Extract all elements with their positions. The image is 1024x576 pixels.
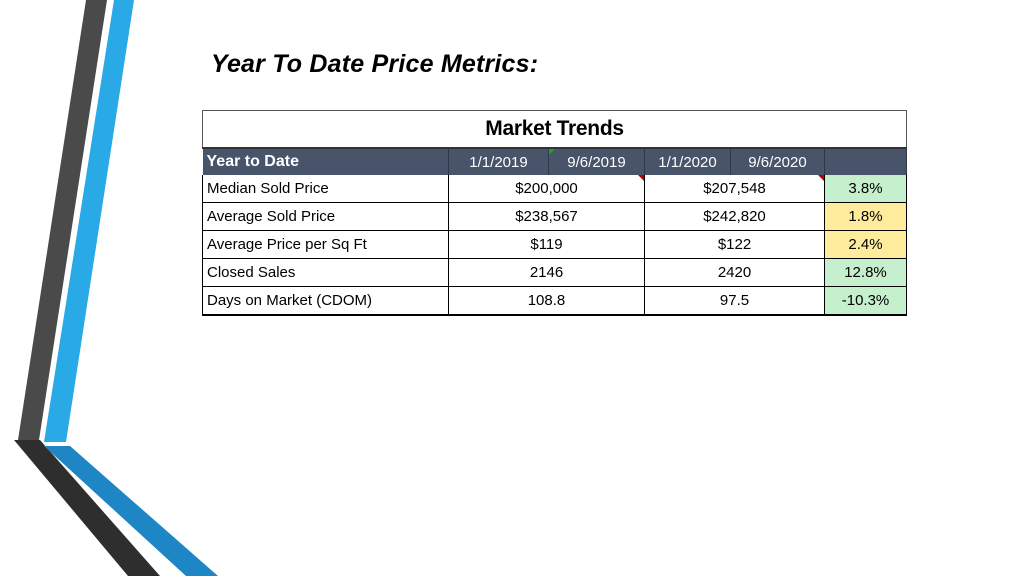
- value-2020: $122: [645, 231, 825, 259]
- slide-title: Year To Date Price Metrics:: [211, 50, 539, 78]
- value-2020: $207,548: [645, 175, 825, 203]
- header-row: [203, 148, 907, 175]
- row-label: Days on Market (CDOM): [203, 287, 449, 316]
- comment-marker: [638, 175, 644, 181]
- value-2019: $119: [449, 231, 645, 259]
- table-row: [203, 287, 907, 316]
- date-2019-end: 9/6/2019: [549, 148, 645, 175]
- change-cell: 1.8%: [825, 203, 907, 231]
- value-2020: 2420: [645, 259, 825, 287]
- table-row: [203, 259, 907, 287]
- value-2019: $200,000: [449, 175, 645, 203]
- market-trends-table: [202, 110, 907, 316]
- date-2019-start: 1/1/2019: [449, 148, 549, 175]
- value-2020: $242,820: [645, 203, 825, 231]
- date-2020-end: 9/6/2020: [731, 148, 825, 175]
- date-2020-start: 1/1/2020: [645, 148, 731, 175]
- change-cell: 12.8%: [825, 259, 907, 287]
- header-change: [825, 148, 907, 175]
- value-2019: $238,567: [449, 203, 645, 231]
- table-row: [203, 203, 907, 231]
- comment-marker: [818, 175, 824, 181]
- table-row: [203, 231, 907, 259]
- table-caption: Market Trends: [203, 111, 907, 149]
- value-2020: 97.5: [645, 287, 825, 316]
- value-2019: 108.8: [449, 287, 645, 316]
- table-row: [203, 175, 907, 203]
- row-label: Closed Sales: [203, 259, 449, 287]
- row-label: Average Sold Price: [203, 203, 449, 231]
- change-cell: 2.4%: [825, 231, 907, 259]
- row-label: Median Sold Price: [203, 175, 449, 203]
- value-2019: 2146: [449, 259, 645, 287]
- header-label: Year to Date: [203, 148, 449, 175]
- change-cell: -10.3%: [825, 287, 907, 316]
- row-label: Average Price per Sq Ft: [203, 231, 449, 259]
- change-cell: 3.8%: [825, 175, 907, 203]
- comment-marker: [549, 149, 555, 155]
